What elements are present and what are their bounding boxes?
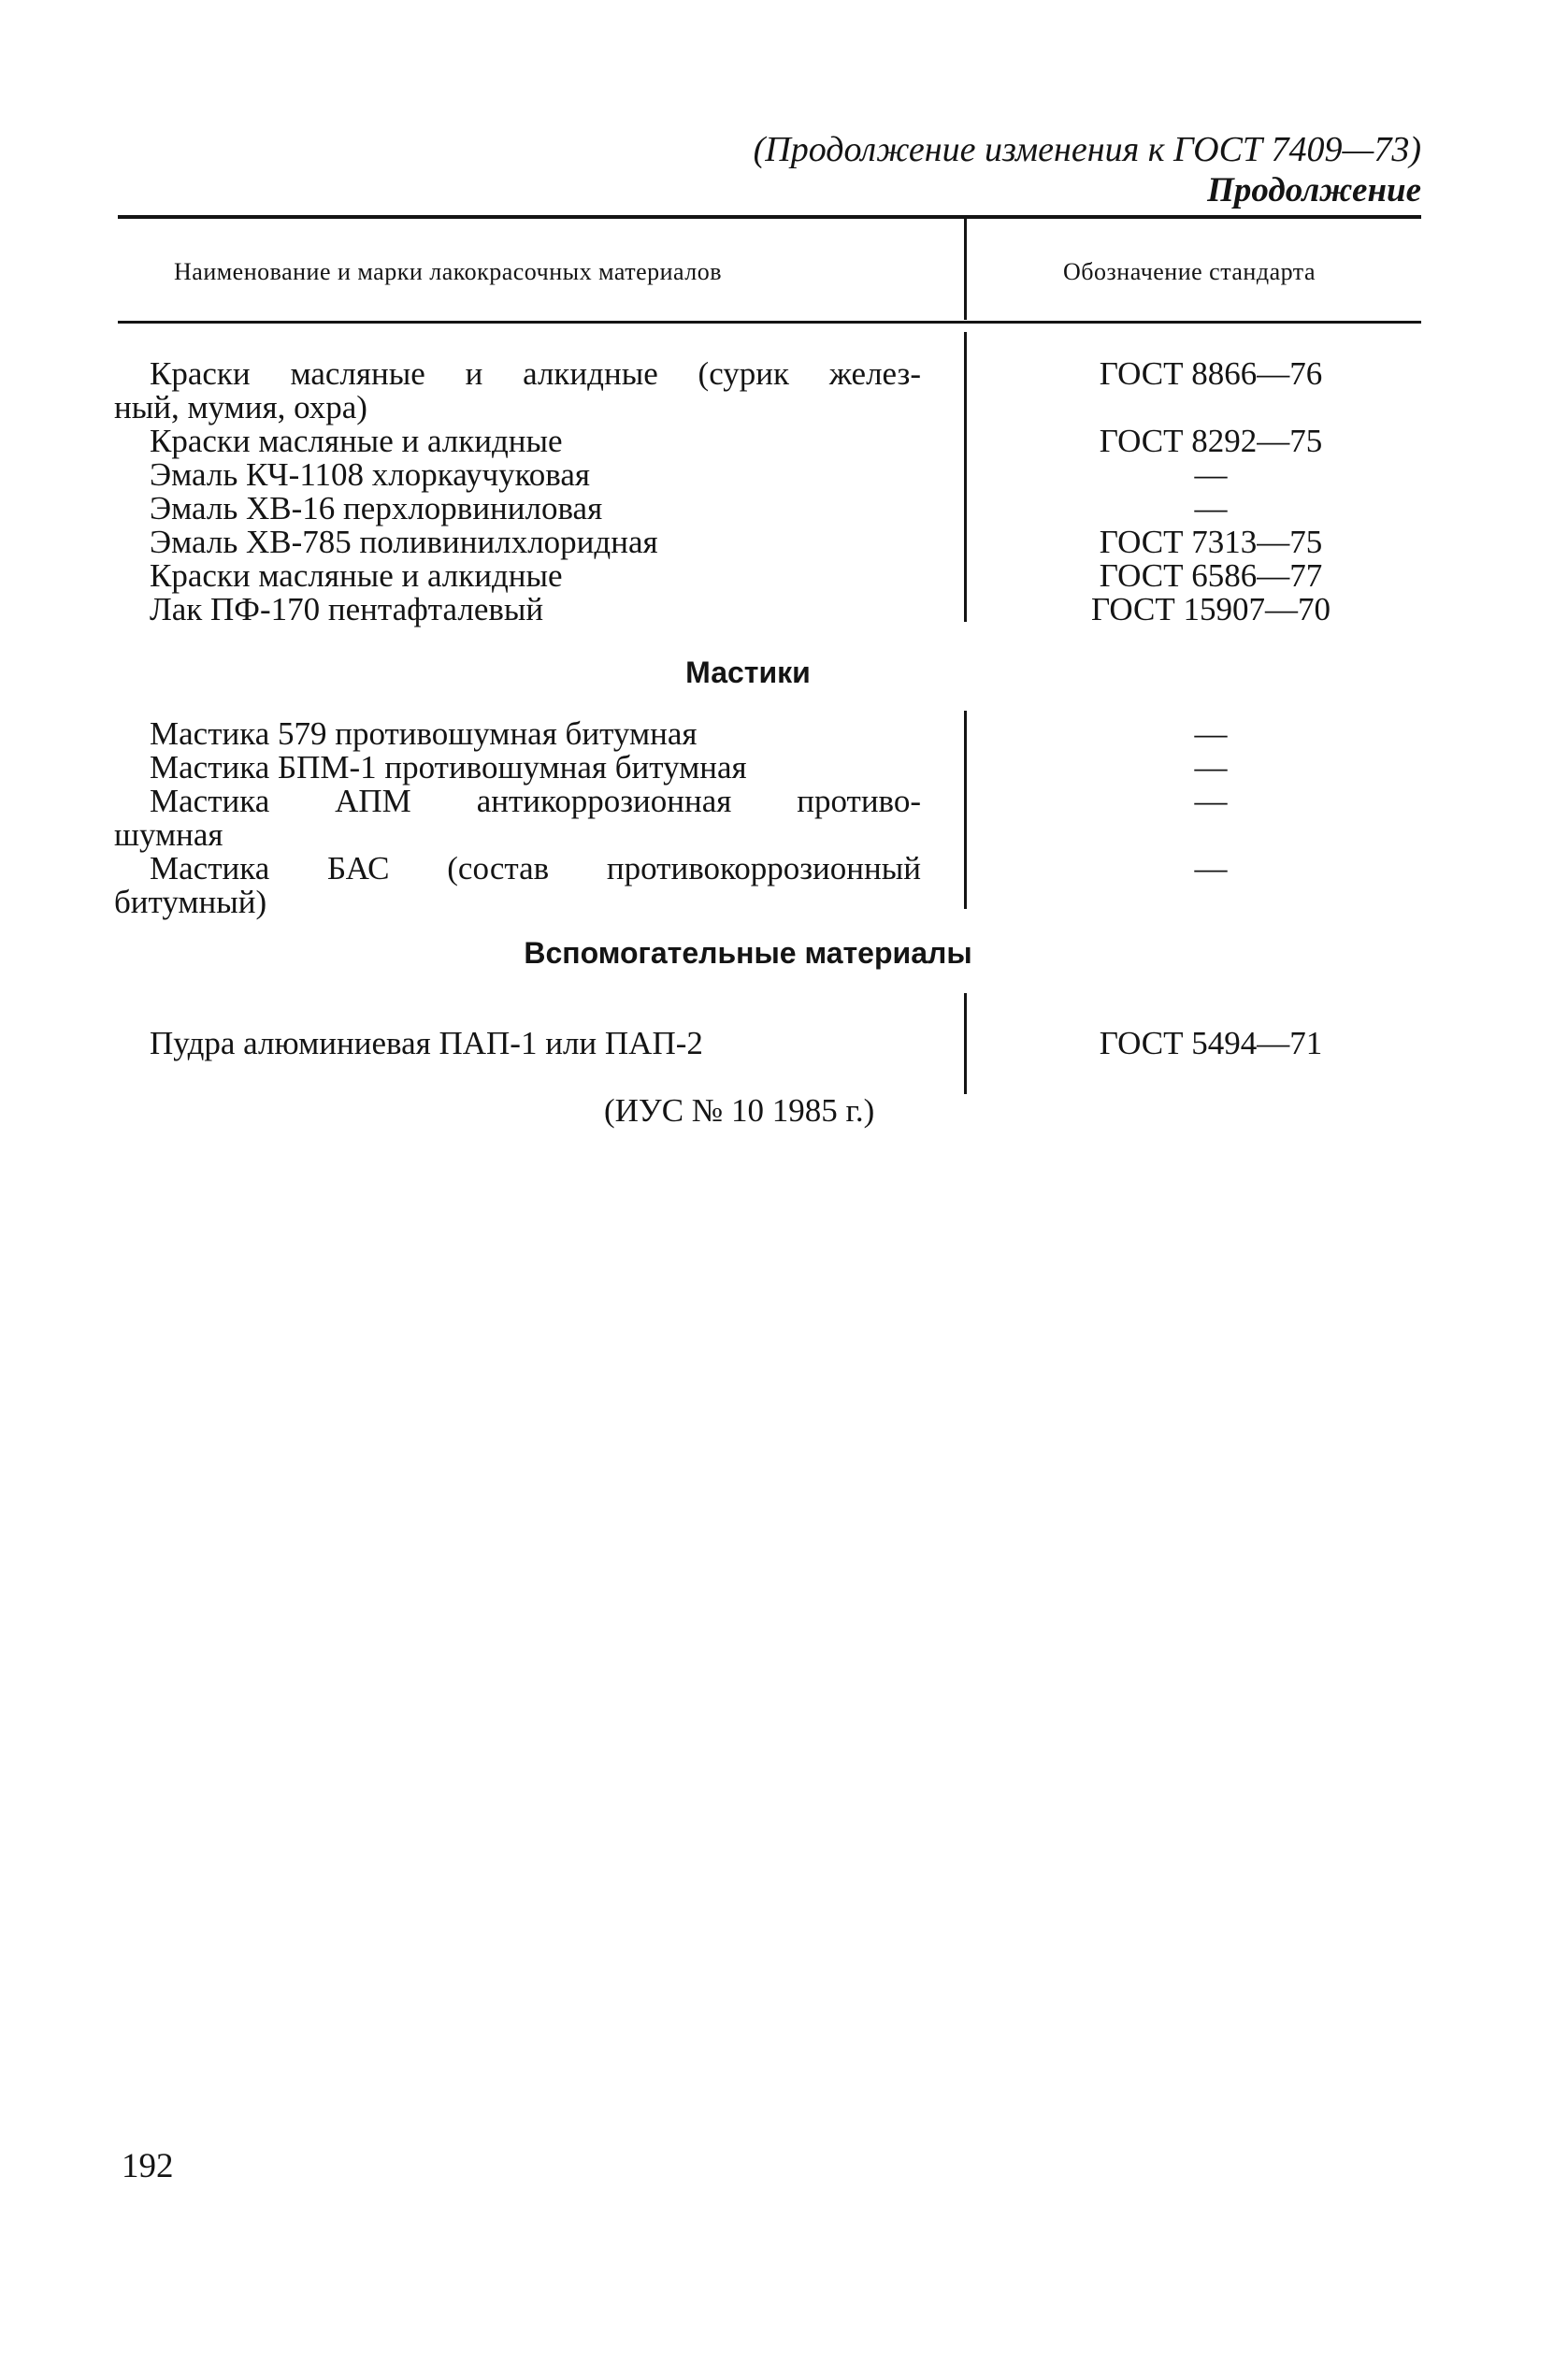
table-row-name: Краски масляные и алкидные [150,557,563,594]
column-divider-section-2 [964,711,967,909]
table-row-name: Мастика АПМ антикоррозионная противо- [150,783,921,819]
continuation-header: (Продолжение изменения к ГОСТ 7409—73) [753,130,1421,169]
table-row-standard: ГОСТ 15907—70 [1090,591,1331,627]
continuation-label: Продолжение [1207,171,1421,209]
table-row-standard: ГОСТ 5494—71 [1099,1025,1323,1061]
table-row-name: Лак ПФ-170 пентафталевый [150,591,544,627]
column-divider-header [964,217,967,320]
table-row-name-continued: ный, мумия, охра) [114,389,367,425]
table-row-name: Эмаль ХВ-785 поливинилхлоридная [150,524,658,560]
column-header-name: Наименование и марки лакокрасочных материалов [174,258,723,285]
table-row-standard: ГОСТ 8292—75 [1099,423,1323,459]
table-row-standard: ГОСТ 7313—75 [1099,524,1323,560]
footnote-ius: (ИУС № 10 1985 г.) [604,1092,875,1129]
table-row-standard: — [1194,715,1228,752]
table-row-name: Мастика БПМ-1 противошумная битумная [150,749,747,786]
section-title-mastics: Мастики [685,656,811,689]
table-row-name: Мастика 579 противошумная битумная [150,715,698,752]
table-row-name: Эмаль КЧ-1108 хлоркаучуковая [150,456,590,493]
table-row-standard: — [1194,783,1228,819]
table-row-standard: ГОСТ 8866—76 [1099,355,1323,392]
table-row-standard: — [1194,456,1228,493]
table-row-standard: — [1194,749,1228,786]
table-row-name: Эмаль ХВ-16 перхлорвиниловая [150,490,603,526]
page-number: 192 [122,2147,174,2185]
table-row-name-continued: битумный) [114,884,267,920]
table-row-name: Пудра алюминиевая ПАП-1 или ПАП-2 [150,1025,703,1061]
column-divider-section-3 [964,993,967,1094]
table-row-standard: ГОСТ 6586—77 [1099,557,1323,594]
table-row-standard: — [1194,850,1228,886]
table-header-rule [118,321,1421,324]
table-row-standard: — [1194,490,1228,526]
table-top-rule [118,215,1421,219]
table-row-name: Краски масляные и алкидные [150,423,563,459]
table-row-name: Мастика БАС (состав противокоррозионный [150,850,921,886]
column-header-standard: Обозначение стандарта [1063,258,1316,285]
table-row-name-continued: шумная [114,816,223,853]
column-divider-section-1 [964,332,967,622]
table-row-name: Краски масляные и алкидные (сурик желез- [150,355,921,392]
section-title-auxiliary: Вспомогательные материалы [524,936,972,970]
